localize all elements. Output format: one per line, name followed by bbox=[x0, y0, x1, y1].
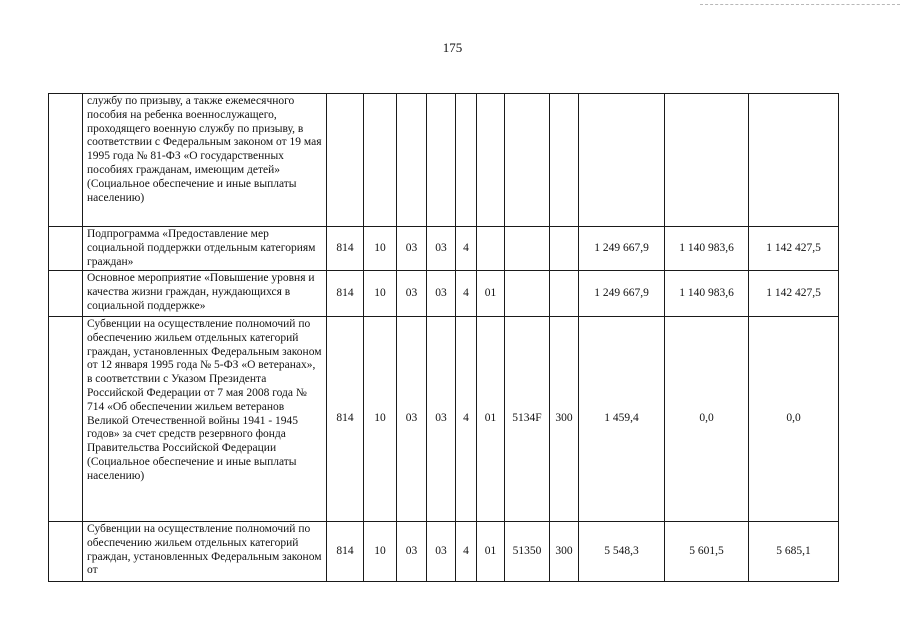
row-number-cell bbox=[49, 522, 83, 582]
table-row bbox=[49, 317, 839, 522]
section-code bbox=[364, 94, 397, 227]
expense-type-code bbox=[550, 271, 579, 317]
amount-year-3: 1 142 427,5 bbox=[749, 271, 839, 317]
amount-year-1: 1 249 667,9 bbox=[579, 227, 665, 271]
subprogram-code: 4 bbox=[456, 227, 477, 271]
section-code: 10 bbox=[364, 271, 397, 317]
table-row bbox=[49, 522, 839, 582]
program-code: 03 bbox=[427, 522, 456, 582]
subsection-code: 03 bbox=[397, 522, 427, 582]
subsection-code: 03 bbox=[397, 227, 427, 271]
ministry-code: 814 bbox=[327, 317, 364, 522]
amount-year-2 bbox=[665, 94, 749, 227]
section-code: 10 bbox=[364, 227, 397, 271]
section-code: 10 bbox=[364, 317, 397, 522]
expense-type-code: 300 bbox=[550, 522, 579, 582]
activity-code: 01 bbox=[477, 271, 505, 317]
amount-year-1 bbox=[579, 94, 665, 227]
subprogram-code: 4 bbox=[456, 271, 477, 317]
row-number-cell bbox=[49, 317, 83, 522]
amount-year-3: 5 685,1 bbox=[749, 522, 839, 582]
target-code bbox=[505, 94, 550, 227]
row-name: Подпрограмма «Предоставление мер социальной поддержки отдельным категориям граждан» bbox=[83, 227, 327, 271]
row-number-cell bbox=[49, 227, 83, 271]
amount-year-2: 1 140 983,6 bbox=[665, 227, 749, 271]
amount-year-2: 1 140 983,6 bbox=[665, 271, 749, 317]
row-name: службу по призыву, а также ежемесячного пособия на ребенка военнослужащего, проходящего военную службу по призыву, в соответствии с Федеральным законом от 19 мая 1995 года № 81-ФЗ «О государственных пособиях гражданам, имеющим детей» (Социальное обеспечение и иные выплаты населению) bbox=[83, 94, 327, 227]
expense-type-code bbox=[550, 227, 579, 271]
amount-year-2: 0,0 bbox=[665, 317, 749, 522]
program-code: 03 bbox=[427, 227, 456, 271]
ministry-code: 814 bbox=[327, 522, 364, 582]
target-code bbox=[505, 271, 550, 317]
top-rule bbox=[700, 4, 900, 5]
subsection-code: 03 bbox=[397, 271, 427, 317]
table-row bbox=[49, 94, 839, 227]
activity-code: 01 bbox=[477, 522, 505, 582]
amount-year-3 bbox=[749, 94, 839, 227]
subprogram-code: 4 bbox=[456, 317, 477, 522]
amount-year-1: 1 459,4 bbox=[579, 317, 665, 522]
ministry-code: 814 bbox=[327, 227, 364, 271]
amount-year-1: 1 249 667,9 bbox=[579, 271, 665, 317]
target-code: 51350 bbox=[505, 522, 550, 582]
subprogram-code bbox=[456, 94, 477, 227]
activity-code bbox=[477, 227, 505, 271]
target-code: 5134F bbox=[505, 317, 550, 522]
activity-code bbox=[477, 94, 505, 227]
amount-year-3: 0,0 bbox=[749, 317, 839, 522]
table-row bbox=[49, 271, 839, 317]
page-number: 175 bbox=[442, 40, 463, 55]
subsection-code: 03 bbox=[397, 317, 427, 522]
row-name: Субвенции на осуществление полномочий по обеспечению жильем отдельных категорий граждан, установленных Федеральным законом от 12 января 1995 года № 5-ФЗ «О ветеранах», в соответствии с Указом Президента Российской Федерации от 7 мая 2008 года № 714 «Об обеспечении жильем ветеранов Великой Отечественной войны 1941 - 1945 годов» за счет средств резервного фонда Правительства Российской Федерации (Социальное обеспечение и иные выплаты населению) bbox=[83, 317, 327, 522]
target-code bbox=[505, 227, 550, 271]
row-number-cell bbox=[49, 94, 83, 227]
subsection-code bbox=[397, 94, 427, 227]
expense-type-code: 300 bbox=[550, 317, 579, 522]
amount-year-3: 1 142 427,5 bbox=[749, 227, 839, 271]
section-code: 10 bbox=[364, 522, 397, 582]
row-number-cell bbox=[49, 271, 83, 317]
program-code bbox=[427, 94, 456, 227]
expense-type-code bbox=[550, 94, 579, 227]
subprogram-code: 4 bbox=[456, 522, 477, 582]
program-code: 03 bbox=[427, 271, 456, 317]
amount-year-1: 5 548,3 bbox=[579, 522, 665, 582]
row-name: Основное мероприятие «Повышение уровня и качества жизни граждан, нуждающихся в социальной поддержке» bbox=[83, 271, 327, 317]
activity-code: 01 bbox=[477, 317, 505, 522]
budget-table bbox=[48, 93, 839, 582]
ministry-code bbox=[327, 94, 364, 227]
amount-year-2: 5 601,5 bbox=[665, 522, 749, 582]
row-name: Субвенции на осуществление полномочий по обеспечению жильем отдельных категорий граждан, установленных Федеральным законом от bbox=[83, 522, 327, 582]
program-code: 03 bbox=[427, 317, 456, 522]
table-row bbox=[49, 227, 839, 271]
ministry-code: 814 bbox=[327, 271, 364, 317]
